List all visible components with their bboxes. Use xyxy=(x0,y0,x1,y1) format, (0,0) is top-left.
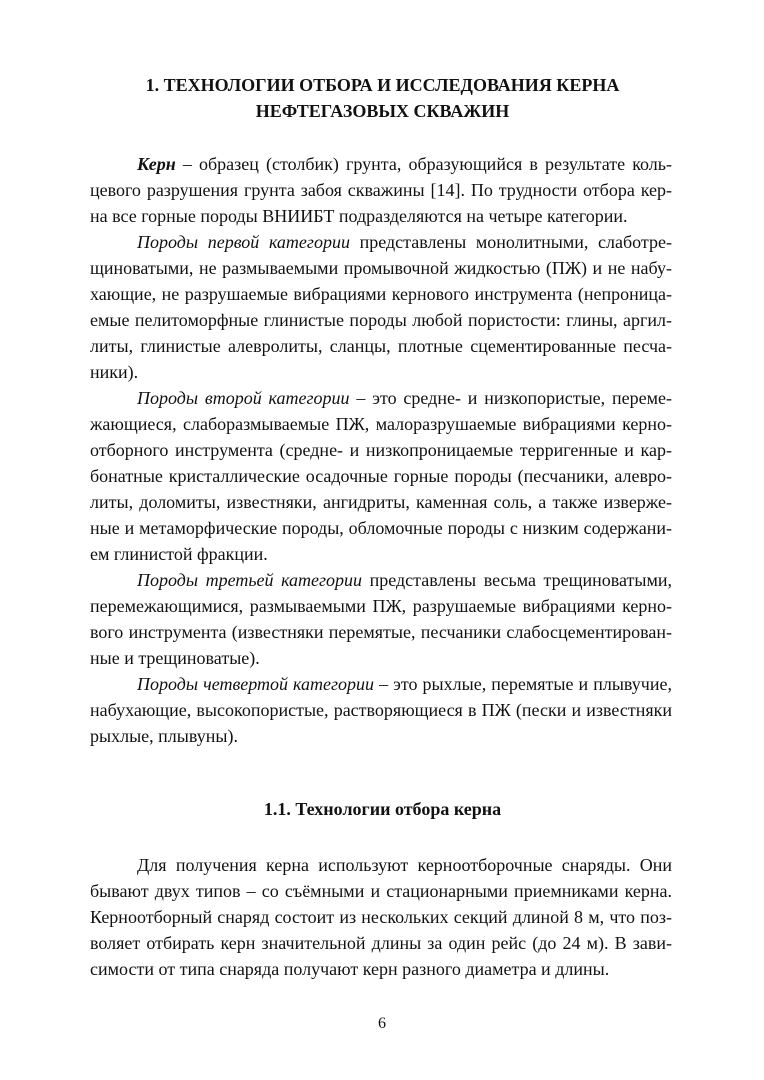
text-line: Породы четвертой категории – это рыхлые, перемятые и плывучие, xyxy=(137,674,672,694)
text-line: жающиеся, слаборазмываемые ПЖ, малоразрушаемые вибрациями керно- xyxy=(90,414,672,434)
text-line: литы, глинистые алевролиты, сланцы, плотные сцементированные песча- xyxy=(90,336,672,356)
text-line: отборного инструмента (средне- и низкопроницаемые терригенные и кар- xyxy=(90,440,672,460)
term-kern: Керн xyxy=(137,154,176,174)
text-line: Керноотборный снаряд состоит из нескольких секций длиной 8 м, что поз- xyxy=(90,907,672,927)
text-line: хающие, не разрушаемые вибрациями кернового инструмента (непроница- xyxy=(90,284,672,304)
term-category-3: Породы третьей категории xyxy=(137,570,363,590)
paragraph-category-1 xyxy=(90,229,672,385)
text-line: Породы второй категории – это средне- и низкопористые, переме- xyxy=(137,388,672,408)
text-line: литы, доломиты, известняки, ангидриты, каменная соль, а также изверже- xyxy=(90,492,672,512)
page-number: 6 xyxy=(378,1015,386,1032)
text-line: ники). xyxy=(90,362,139,382)
text-line: рыхлые, плывуны). xyxy=(90,726,238,746)
text-line: вого инструмента (известняки перемятые, песчаники слабосцементирован- xyxy=(90,622,672,642)
paragraph-core-sampling xyxy=(90,852,672,982)
chapter-title xyxy=(90,72,675,124)
text-line: симости от типа снаряда получают керн разного диаметра и длины. xyxy=(90,959,610,979)
text-line: емые пелитоморфные глинистые породы любой пористости: глины, аргил- xyxy=(90,310,672,330)
text-line: бывают двух типов – со съёмными и стационарными приемниками керна. xyxy=(90,881,672,901)
text-line: на все горные породы ВНИИБТ подразделяются на четыре категории. xyxy=(90,206,628,226)
text-line: ные и метаморфические породы, обломочные породы с низким содержани- xyxy=(90,518,672,538)
text-line: щиноватыми, не размываемыми промывочной жидкостью (ПЖ) и не набу- xyxy=(90,258,672,278)
text-line: ем глинистой фракции. xyxy=(90,544,268,564)
text-line: набухающие, высокопористые, растворяющиеся в ПЖ (пески и известняки xyxy=(90,700,672,720)
section-1-body xyxy=(90,151,672,749)
text-line: ные и трещиноватые). xyxy=(90,648,260,668)
text-line: бонатные кристаллические осадочные горные породы (песчаники, алевро- xyxy=(90,466,672,486)
text-line: Породы третьей категории представлены весьма трещиноватыми, xyxy=(137,570,672,590)
paragraph-category-3 xyxy=(90,567,672,671)
paragraph-category-4 xyxy=(90,671,672,749)
chapter-title-line-2: НЕФТЕГАЗОВЫХ СКВАЖИН xyxy=(255,101,510,121)
chapter-title-line-1: 1. ТЕХНОЛОГИИ ОТБОРА И ИССЛЕДОВАНИЯ КЕРНА xyxy=(145,75,620,95)
paragraph-category-2 xyxy=(90,385,672,567)
subsection-title: 1.1. Технологии отбора керна xyxy=(263,799,502,819)
text-line: Породы первой категории представлены монолитными, слаботре- xyxy=(137,232,672,252)
paragraph-kern-definition xyxy=(90,151,672,229)
term-category-4: Породы четвертой категории xyxy=(137,674,375,694)
text-line: Для получения керна используют керноотборочные снаряды. Они xyxy=(137,855,672,875)
text-line: воляет отбирать керн значительной длины за один рейс (до 24 м). В зави- xyxy=(90,933,672,953)
text-line: перемежающимися, размываемыми ПЖ, разрушаемые вибрациями керно- xyxy=(90,596,672,616)
text-line: Керн – образец (столбик) грунта, образующийся в результате коль- xyxy=(137,154,672,174)
term-category-2: Породы второй категории xyxy=(137,388,350,408)
term-category-1: Породы первой категории xyxy=(137,232,350,252)
text-line: цевого разрушения грунта забоя скважины [14]. По трудности отбора кер- xyxy=(90,180,672,200)
section-2-body xyxy=(90,852,672,982)
